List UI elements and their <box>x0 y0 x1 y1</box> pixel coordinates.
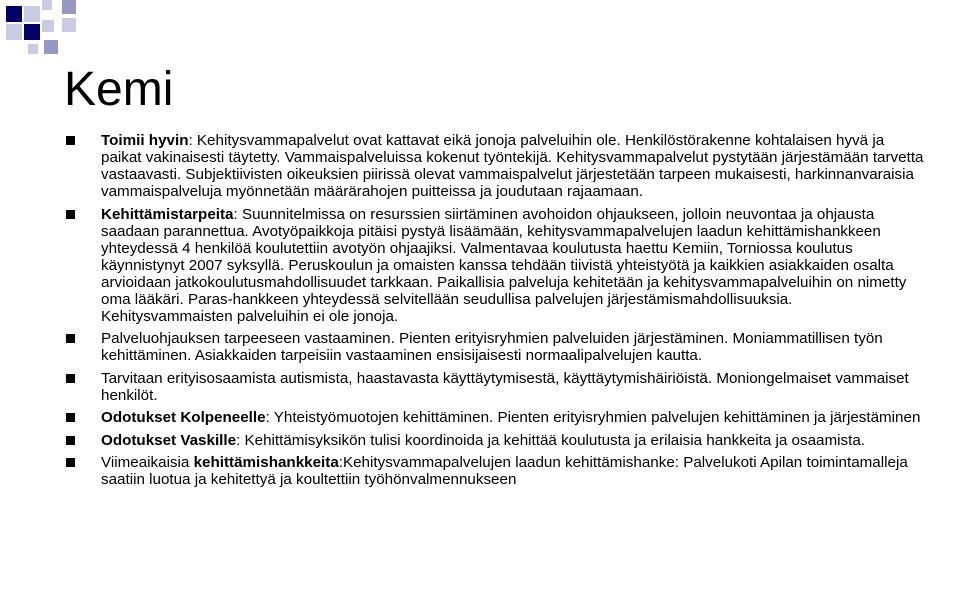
decor-square-light <box>6 24 22 40</box>
bullet-text: Tarvitaan erityisosaamista autismista, haastavasta käyttäytymisestä, käyttäytymishäiriöistä. Moniongelmaiset vammaiset henkilöt. <box>101 369 909 404</box>
bullet-text: Palveluohjauksen tarpeeseen vastaaminen. Pienten erityisryhmien palveluiden järjestäminen. Moniammatillisen työn kehittäminen. Asiakkaiden tarpeisiin vastaaminen ensisijaisesti normaalipalvelujen kautta. <box>101 330 883 364</box>
bullet-text: : Kehittämisyksikön tulisi koordinoida ja kehittää koulutusta ja erilaisia hankkeita ja osaamista. <box>236 431 865 449</box>
decor-square-dark <box>24 24 40 40</box>
bullet-heading: Toimii hyvin <box>101 132 189 149</box>
decor-square-dark <box>6 6 22 22</box>
page-title: Kemi <box>64 63 174 116</box>
square-bullet-icon <box>66 374 75 383</box>
decor-square-light <box>42 0 52 10</box>
decor-square-light <box>24 6 40 22</box>
bullet-item <box>66 432 926 449</box>
bullet-heading: Kehittämistarpeita <box>101 205 234 223</box>
square-bullet-icon <box>66 210 75 219</box>
decor-square-light <box>42 20 54 32</box>
bullet-heading: kehittämishankkeita <box>193 454 339 471</box>
decor-square-light <box>62 18 76 32</box>
decor-square-mid <box>44 40 58 54</box>
bullet-item <box>66 454 926 488</box>
bullet-text: : Yhteistyömuotojen kehittäminen. Pienten erityisryhmien palvelujen kehittäminen ja järjestäminen <box>265 409 921 426</box>
bullet-item <box>66 409 926 426</box>
decor-square-light <box>28 44 38 54</box>
corner-decoration <box>0 0 120 60</box>
decor-square-mid <box>62 0 76 14</box>
bullet-item <box>66 206 926 325</box>
square-bullet-icon <box>66 458 75 467</box>
bullet-text: Viimeaikaisia <box>101 454 194 471</box>
bullet-text: :Kehitysvammapalvelujen laadun kehittämishanke: Palvelukoti Apilan toimintamalleja saatiin luotua ja kehitettyä ja koultettiin työhönvalmennukseen <box>101 454 908 488</box>
bullet-item <box>66 330 926 364</box>
bullet-heading: Odotukset Vaskille <box>101 431 237 449</box>
bullet-item <box>66 132 926 200</box>
square-bullet-icon <box>66 334 75 343</box>
bullet-list <box>66 132 926 494</box>
bullet-heading: Odotukset Kolpeneelle <box>101 409 266 426</box>
square-bullet-icon <box>66 413 75 422</box>
bullet-text: : Kehitysvammapalvelut ovat kattavat eikä jonoja palveluihin ole. Henkilöstörakenne kohtalaisen hyvä ja paikat vakinaisesti täytetty. Vammaispalveluissa kokenut työntekijä. Kehitysvammapalvelut pystytään järjestämään tarvetta vastaavasti. Subjektiivisten oikeuksien piirissä olevat vammaispalvelut järjestetään tarpeen mukaisesti, harkinnanvaraisia vammaispalveluja myönnetään määrärahojen puitteissa ja joudutaan rajaamaan. <box>101 132 924 200</box>
square-bullet-icon <box>66 436 75 445</box>
bullet-item <box>66 370 926 404</box>
bullet-text: : Suunnitelmissa on resurssien siirtäminen avohoidon ohjaukseen, jolloin neuvontaa ja ohjausta saadaan parannettua. Avotyöpaikkoja pitäisi pystyä lisäämään, kehitysvammapalvelujen laadun kehittämishankkeen yhteydessä 4 henkilöä koulutettiin avotyön ohjaajiksi. Valmentavaa koulutusta haettu Kemiin, Torniossa koulutus käynnistynyt 2007 syksyllä. Peruskoulun ja omaisten kanssa tehdään tiivistä yhteistyötä ja kaikkien asiakkaiden osalta arvioidaan jatkokoulutusmahdollisuudet tarkkaan. Paikallisia palveluja kehitetään ja kehitysvammapalveluihin on nimetty oma lääkäri. Paras-hankkeen yhteydessä selvitellään seudullisa palvelujen järjestämismahdollisuuksia. Kehitysvammaisten palveluihin ei ole jonoja. <box>101 205 907 325</box>
square-bullet-icon <box>66 136 75 145</box>
